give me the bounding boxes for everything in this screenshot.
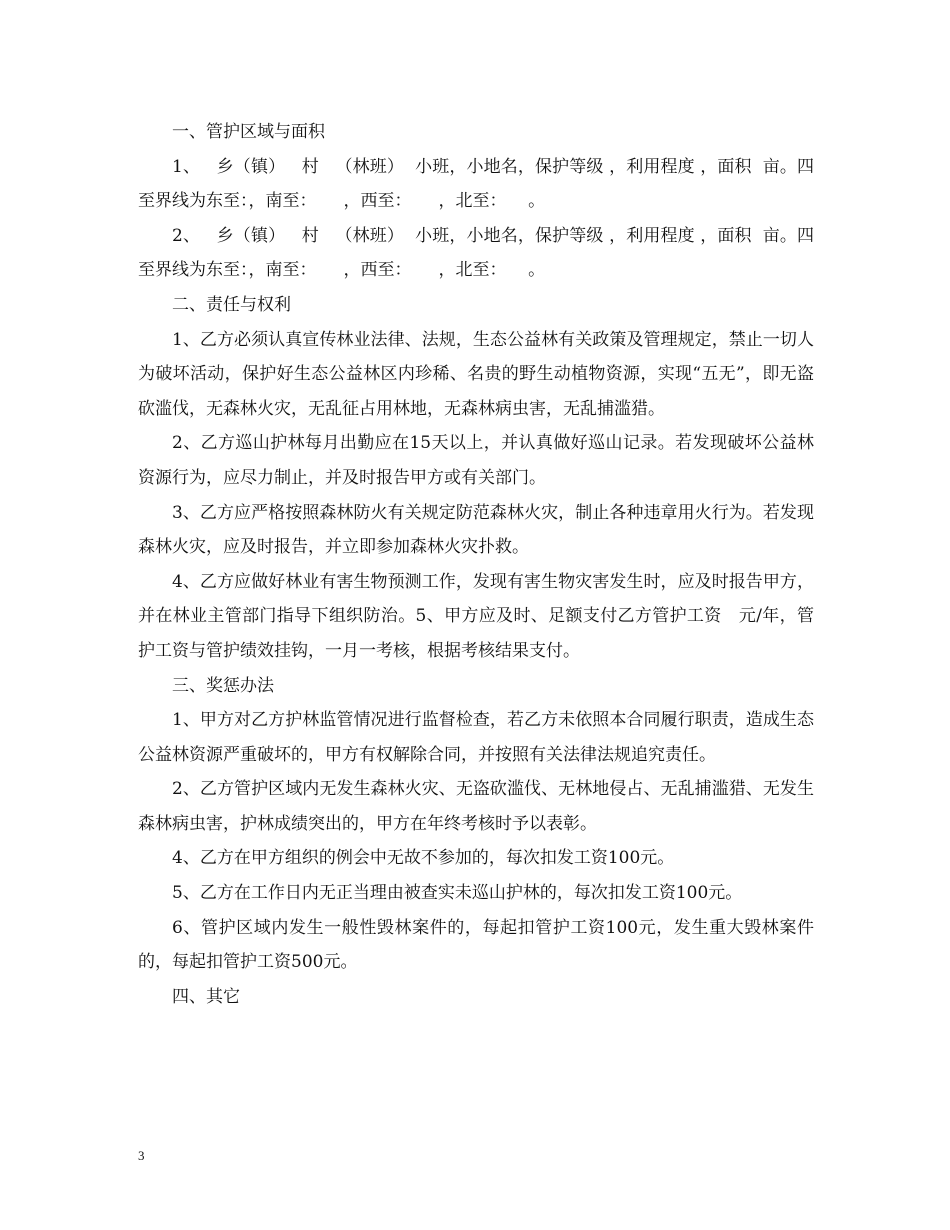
paragraph: 4、乙方在甲方组织的例会中无故不参加的，每次扣发工资100元。 — [172, 848, 675, 869]
paragraph: 1、乙方必须认真宣传林业法律、法规，生态公益林有关政策及管理规定，禁止一切人为破坏活动，保护好生态公益林区内珍稀、名贵的野生动植物资源，实现“五无”，即无盗砍滥伐，无森林火灾，无乱征占用林地，无森林病虫害，无乱捕滥猎。 — [138, 329, 814, 419]
paragraph: 1、甲方对乙方护林监管情况进行监督检查，若乙方未依照本合同履行职责，造成生态公益林资源严重破坏的，甲方有权解除合同，并按照有关法律法规追究责任。 — [138, 710, 814, 765]
paragraph: 4、乙方应做好林业有害生物预测工作，发现有害生物灾害发生时，应及时报告甲方，并在林业主管部门指导下组织防治。5、甲方应及时、足额支付乙方管护工资 元/年，管护工资与管护绩效挂钩，一月一考核，根据考核结果支付。 — [138, 571, 814, 661]
section-heading-rewards: 三、奖惩办法 — [172, 675, 274, 696]
page-number: 3 — [138, 1148, 145, 1163]
section-heading-other: 四、其它 — [172, 986, 240, 1007]
paragraph: 3、乙方应严格按照森林防火有关规定防范森林火灾，制止各种违章用火行为。若发现森林火灾，应及时报告，并立即参加森林火灾扑救。 — [138, 502, 814, 558]
paragraph: 2、乙方管护区域内无发生森林火灾、无盗砍滥伐、无林地侵占、无乱捕滥猎、无发生森林病虫害，护林成绩突出的，甲方在年终考核时予以表彰。 — [138, 779, 814, 834]
paragraph: 1、 乡（镇） 村 （林班） 小班，小地名，保护等级 ，利用程度 ，面积 亩。四至界线为东至：，南至： ，西至： ，北至： 。 — [138, 156, 814, 212]
section-heading-responsibility: 二、责任与权利 — [172, 294, 291, 315]
paragraph: 5、乙方在工作日内无正当理由被查实未巡山护林的，每次扣发工资100元。 — [172, 883, 743, 904]
section-heading-area: 一、管护区域与面积 — [172, 122, 325, 142]
paragraph: 2、乙方巡山护林每月出勤应在15天以上，并认真做好巡山记录。若发现破坏公益林资源行为，应尽力制止，并及时报告甲方或有关部门。 — [138, 433, 814, 488]
paragraph: 2、 乡（镇） 村 （林班） 小班，小地名，保护等级 ，利用程度 ，面积 亩。四至界线为东至：，南至： ，西至： ，北至： 。 — [138, 225, 814, 281]
document-body — [138, 115, 814, 1014]
paragraph: 6、管护区域内发生一般性毁林案件的，每起扣管护工资100元，发生重大毁林案件的，每起扣管护工资500元。 — [138, 917, 814, 973]
